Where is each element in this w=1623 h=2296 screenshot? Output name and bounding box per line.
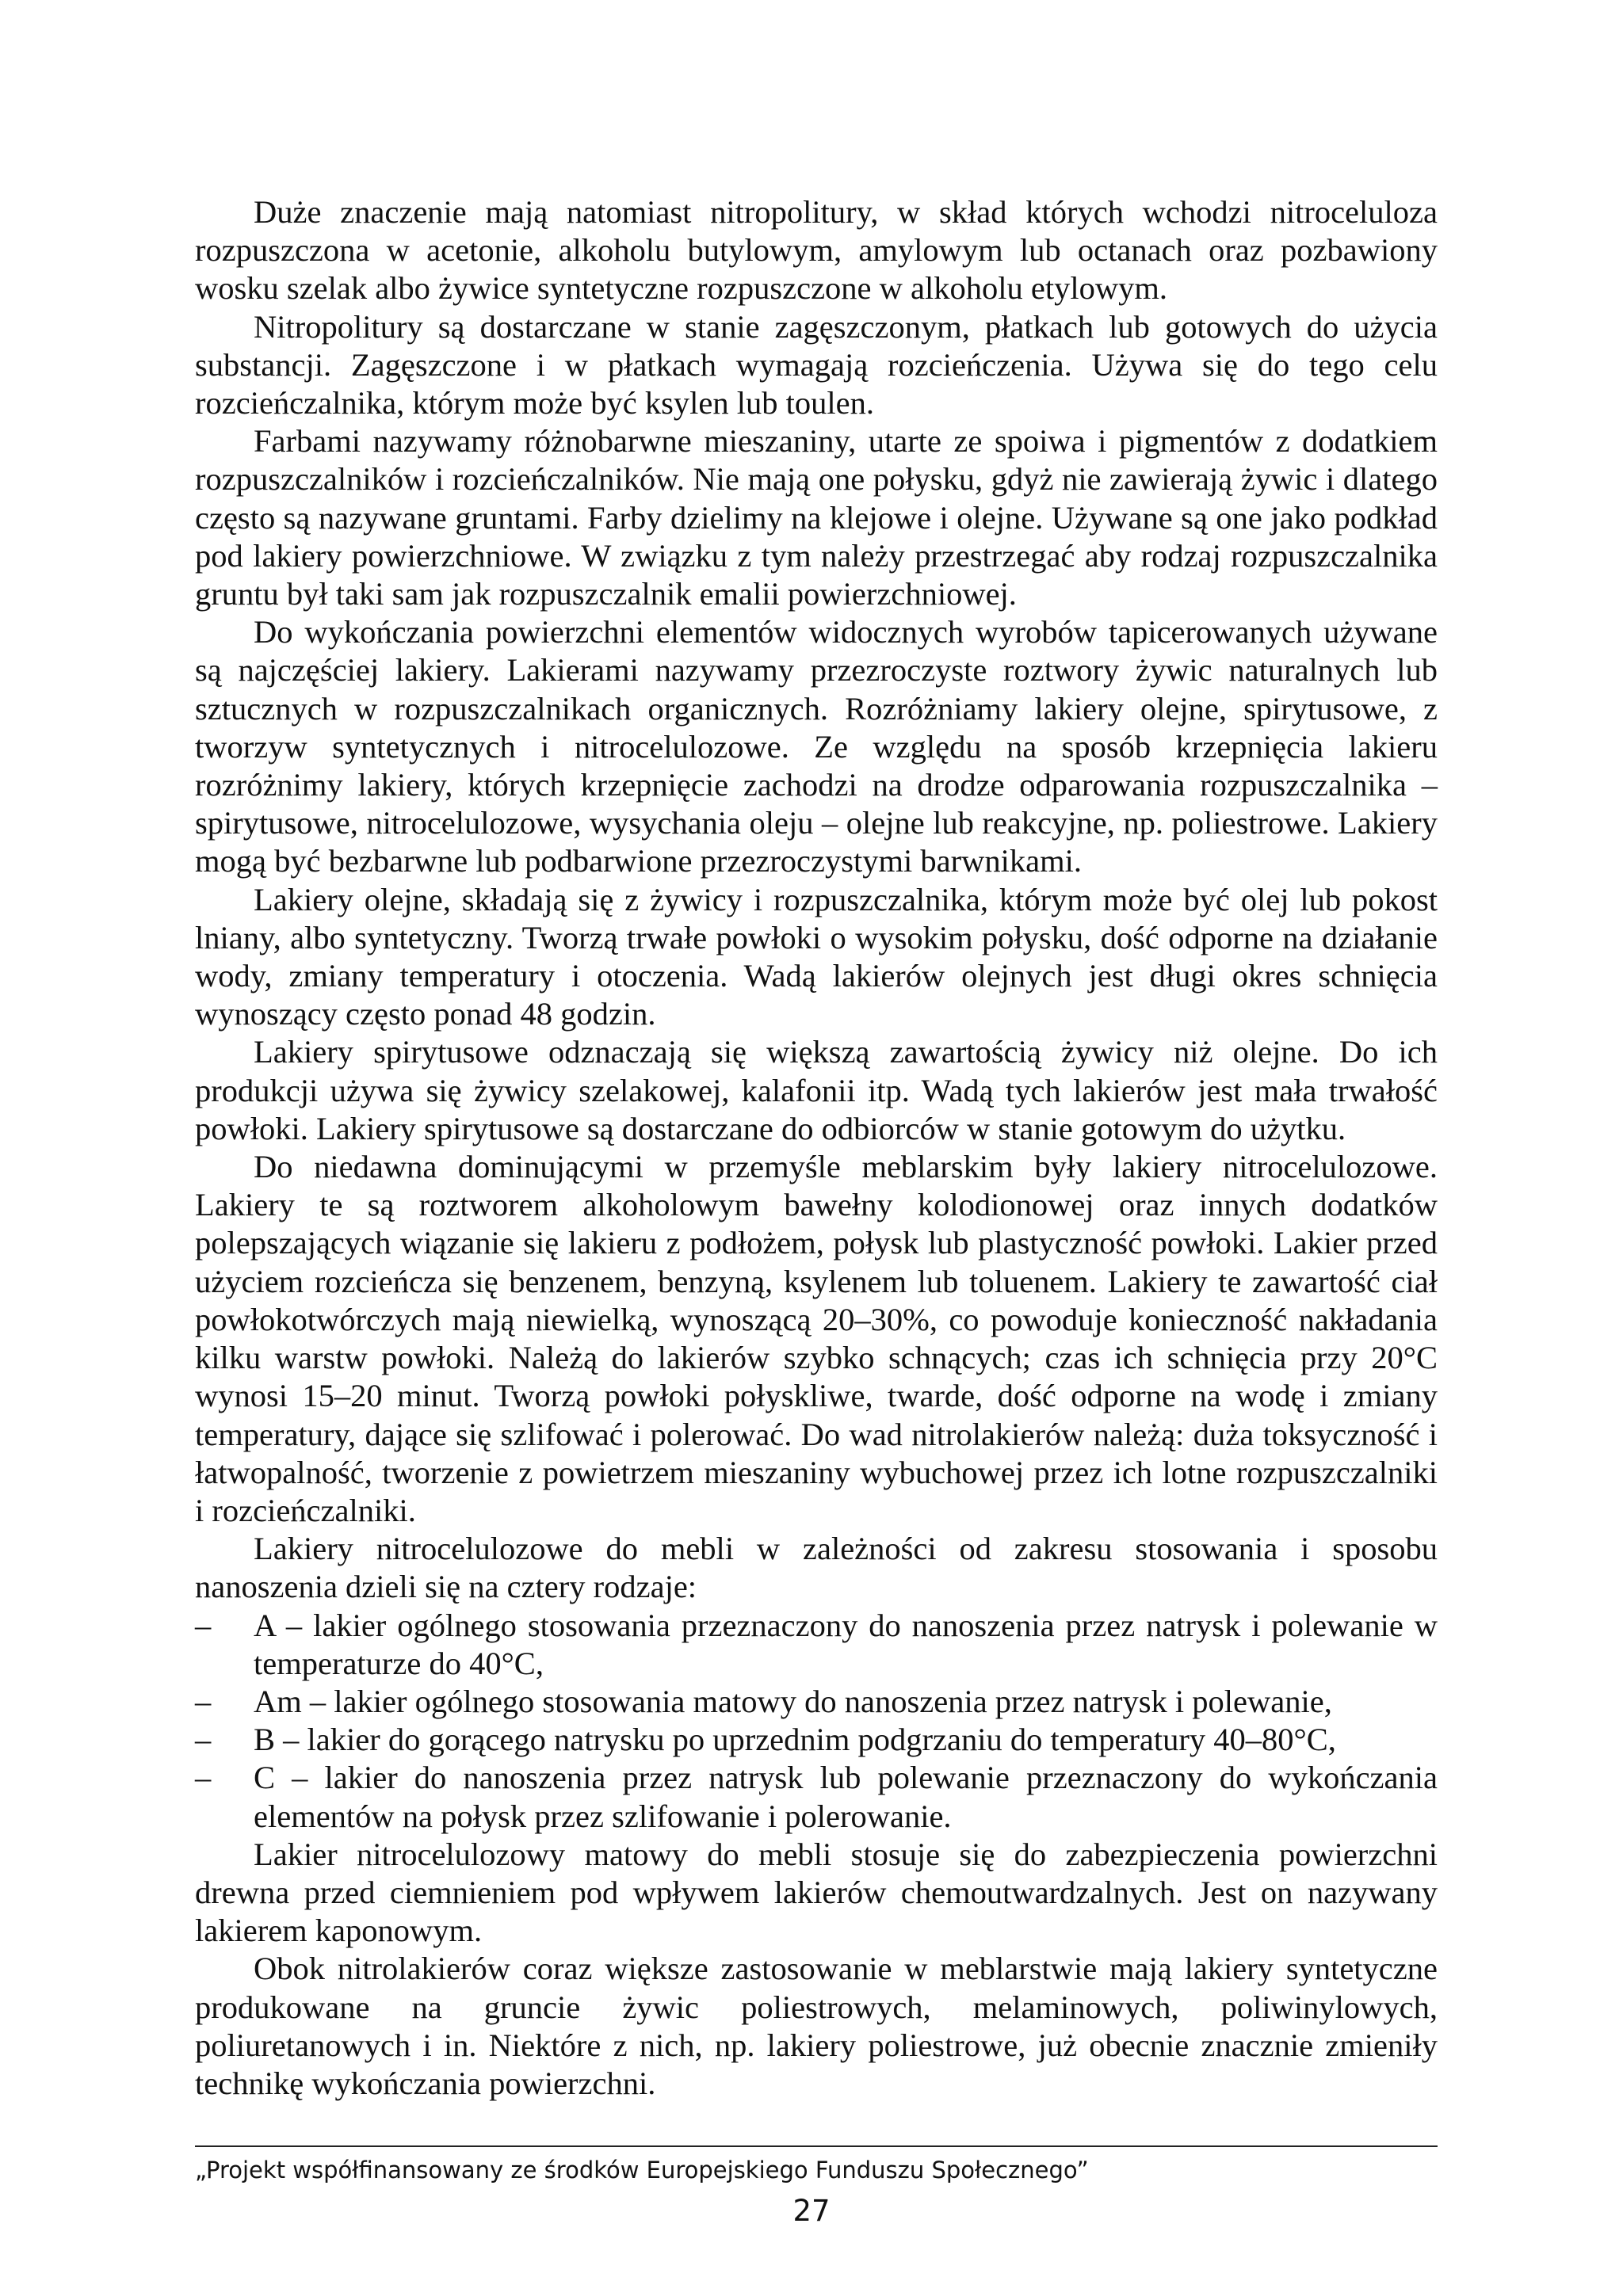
paragraph: Lakiery olejne, składają się z żywicy i rozpuszczalnika, którym może być olej lub pokost lniany, albo syntetyczny. Tworzą trwałe powłoki o wysokim połysku, dość odporne na działanie wody, zmiany temperatury i otoczenia. Wadą lakierów olejnych jest długi okres schnięcia wynoszący często ponad 48 godzin. bbox=[195, 881, 1438, 1032]
paragraph: Nitropolitury są dostarczane w stanie zagęszczonym, płatkach lub gotowych do użycia substancji. Zagęszczone i w płatkach wymagają rozcieńczenia. Używa się do tego celu rozcieńczalnika, którym może być ksylen lub toulen. bbox=[195, 308, 1438, 421]
paragraph: Lakiery spirytusowe odznaczają się większą zawartością żywicy niż olejne. Do ich produkcji używa się żywicy szelakowej, kalafonii itp. Wadą tych lakierów jest mała trwałość powłoki. Lakiery spirytusowe są dostarczane do odbiorców w stanie gotowym do użytku. bbox=[195, 1034, 1438, 1146]
paragraph: Obok nitrolakierów coraz większe zastosowanie w meblarstwie mają lakiery syntetyczne produkowane na gruncie żywic poliestrowych, melaminowych, poliwinylowych, poliuretanowych i in. Niektóre z nich, np. lakiery poliestrowe, już obecnie znacznie zmieniły technikę wykończania powierzchni. bbox=[195, 1951, 1438, 2101]
document-body bbox=[195, 193, 1438, 2103]
list-item bbox=[195, 1607, 1438, 1683]
list-item-text: Am – lakier ogólnego stosowania matowy do nanoszenia przez natrysk i polewanie, bbox=[254, 1683, 1332, 1719]
list-item-text: B – lakier do gorącego natrysku po uprzednim podgrzaniu do temperatury 40–80°C, bbox=[254, 1722, 1336, 1758]
lacquer-types-list bbox=[195, 1607, 1438, 1836]
list-item bbox=[195, 1759, 1438, 1835]
list-dash: – bbox=[195, 1722, 212, 1758]
list-dash: – bbox=[195, 1760, 212, 1796]
list-item bbox=[195, 1683, 1438, 1721]
paragraph: Duże znaczenie mają natomiast nitropolitury, w skład których wchodzi nitroceluloza rozpuszczona w acetonie, alkoholu butylowym, amylowym lub octanach oraz pozbawiony wosku szelak albo żywice syntetyczne rozpuszczone w alkoholu etylowym. bbox=[195, 194, 1438, 307]
list-item bbox=[195, 1721, 1438, 1759]
list-item-text: C – lakier do nanoszenia przez natrysk lub polewanie przeznaczony do wykończania elementów na połysk przez szlifowanie i polerowanie. bbox=[254, 1760, 1438, 1834]
footer-funding-note: „Projekt współfinansowany ze środków Europejskiego Funduszu Społecznego” bbox=[195, 2157, 1089, 2183]
page-number: 27 bbox=[792, 2194, 831, 2228]
list-dash: – bbox=[195, 1683, 212, 1719]
paragraph: Farbami nazywamy różnobarwne mieszaniny, utarte ze spoiwa i pigmentów z dodatkiem rozpuszczalników i rozcieńczalników. Nie mają one połysku, gdyż nie zawierają żywic i dlatego często są nazywane gruntami. Farby dzielimy na klejowe i olejne. Używane są one jako podkład pod lakiery powierzchniowe. W związku z tym należy przestrzegać aby rodzaj rozpuszczalnika gruntu był taki sam jak rozpuszczalnik emalii powierzchniowej. bbox=[195, 423, 1438, 612]
paragraph: Do wykończania powierzchni elementów widocznych wyrobów tapicerowanych używane są najczęściej lakiery. Lakierami nazywamy przezroczyste roztwory żywic naturalnych lub sztucznych w rozpuszczalnikach organicznych. Rozróżniamy lakiery olejne, spirytusowe, z tworzyw syntetycznych i nitrocelulozowe. Ze względu na sposób krzepnięcia lakieru rozróżnimy lakiery, których krzepnięcie zachodzi na drodze odparowania rozpuszczalnika – spirytusowe, nitrocelulozowe, wysychania oleju – olejne lub reakcyjne, np. poliestrowe. Lakiery mogą być bezbarwne lub podbarwione przezroczystymi barwnikami. bbox=[195, 614, 1438, 879]
list-item-text: A – lakier ogólnego stosowania przeznaczony do nanoszenia przez natrysk i polewanie w temperaturze do 40°C, bbox=[254, 1607, 1438, 1681]
list-dash: – bbox=[195, 1607, 212, 1643]
paragraph: Lakier nitrocelulozowy matowy do mebli stosuje się do zabezpieczenia powierzchni drewna przed ciemnieniem pod wpływem lakierów chemoutwardzalnych. Jest on nazywany lakierem kaponowym. bbox=[195, 1836, 1438, 1949]
footer-divider bbox=[195, 2145, 1438, 2147]
paragraph: Do niedawna dominującymi w przemyśle meblarskim były lakiery nitrocelulozowe. Lakiery te są roztworem alkoholowym bawełny kolodionowej oraz innych dodatków polepszających wiązanie się lakieru z podłożem, połysk lub plastyczność powłoki. Lakier przed użyciem rozcieńcza się benzenem, benzyną, ksylenem lub toluenem. Lakiery te zawartość ciał powłokotwórczych mają niewielką, wynoszącą 20–30%, co powoduje konieczność nakładania kilku warstw powłoki. Należą do lakierów szybko schnących; czas ich schnięcia przy 20°C wynosi 15–20 minut. Tworzą powłoki połyskliwe, twarde, dość odporne na wodę i zmiany temperatury, dające się szlifować i polerować. Do wad nitrolakierów należą: duża toksyczność i łatwopalność, tworzenie z powietrzem mieszaniny wybuchowej przez ich lotne rozpuszczalniki i rozcieńczalniki. bbox=[195, 1149, 1438, 1528]
paragraph: Lakiery nitrocelulozowe do mebli w zależności od zakresu stosowania i sposobu nanoszenia dzieli się na cztery rodzaje: bbox=[195, 1531, 1438, 1605]
